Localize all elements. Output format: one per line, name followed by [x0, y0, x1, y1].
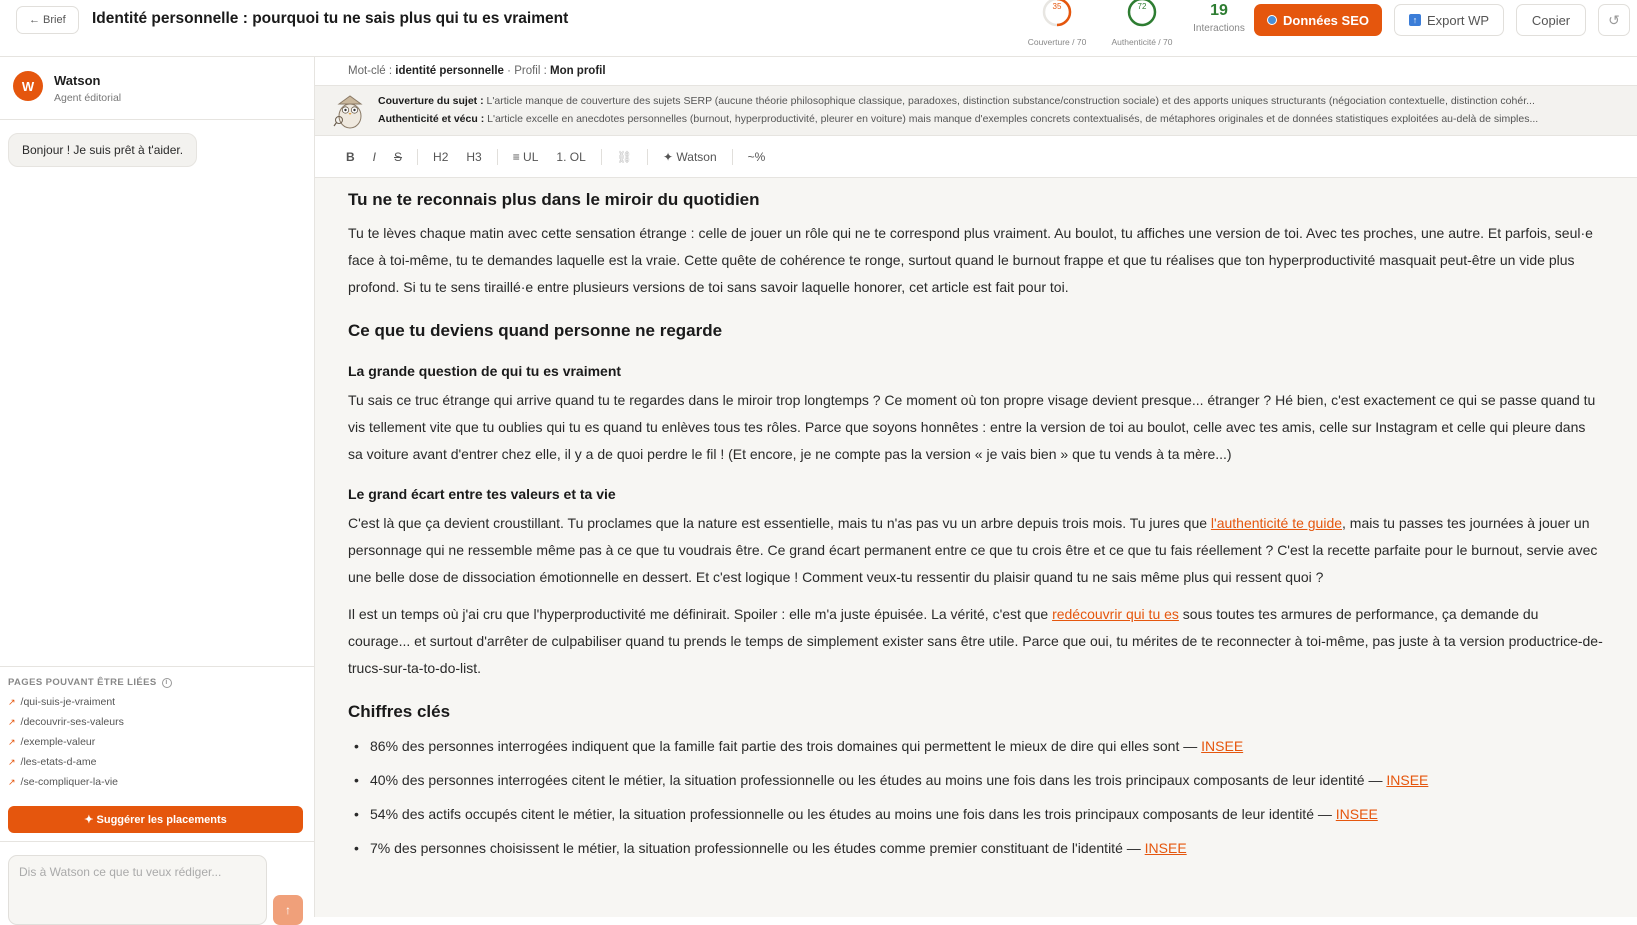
magnifier-icon — [1267, 15, 1277, 25]
stat-text: 7% des personnes choisissent le métier, la situation professionnelle ou les études comme premier constituant de l'identité — — [370, 840, 1145, 856]
avatar: W — [13, 71, 43, 101]
coverage-label: Couverture / 70 — [1027, 37, 1087, 47]
copy-button[interactable]: Copier — [1516, 4, 1586, 36]
toolbar-divider — [497, 149, 498, 165]
paragraph-text: sous toutes tes armures de performance, ça demande du courage... et surtout d'arrêter de culpabiliser quand tu prends le temps de simplement exister sans être utile. Parce que oui, tu mérites de te reconnecter à toi-même, pas juste à ta version productrice-de-trucs-sur-ta-to-do-list. — [348, 606, 1603, 676]
linkable-pages-title — [8, 677, 306, 688]
bullet-list-button[interactable]: ≡ UL — [512, 149, 539, 164]
stat-item — [348, 804, 1604, 824]
meta-separator: · — [507, 65, 511, 77]
formatting-toolbar — [315, 136, 1637, 178]
article-content[interactable] — [315, 178, 1637, 858]
bold-button[interactable]: B — [346, 149, 355, 164]
top-bar — [0, 0, 1637, 57]
heading3-button[interactable]: H3 — [466, 149, 482, 164]
linkable-pages-section — [0, 666, 314, 788]
paragraph-text: C'est là que ça devient croustillant. Tu proclames que la nature est essentielle, mais tu n'as pas vu un arbre depuis trois mois. Tu jures que — [348, 515, 1211, 531]
chat-input[interactable]: Dis à Watson ce que tu veux rédiger... — [8, 855, 267, 925]
stat-text: 40% des personnes interrogées citent le métier, la situation professionnelle ou les études au moins une fois dans les trois principaux composants de leur identité — — [370, 772, 1387, 788]
watson-sidebar — [0, 57, 315, 917]
link-icon[interactable]: ⛓ — [616, 149, 632, 164]
coverage-feedback — [378, 95, 1628, 107]
paragraph-text: , mais tu passes tes journées à jouer un personnage qui ne ressemble même pas à ce que tu voudrais être. Ce grand écart permanent entre ce que tu crois être et ce que tu fais réellement ? C'est la recette parfaite pour le burnout, servie avec une belle dose de dissociation émotionnelle en dessert. Et c'est logique ! Comment veux-tu ressentir du plaisir quand tu ne sais même plus qui ressent quoi ? — [348, 515, 1598, 585]
info-icon[interactable]: i — [162, 678, 172, 688]
article-paragraph: Tu sais ce truc étrange qui arrive quand tu te regardes dans le miroir trop longtemps ? Ce moment où ton propre visage devient presque... étranger ? Hé bien, c'est exactement ce qui se passe quand tu vis tellement vite que tu oublies qui tu es quand tu enlèves tous tes rôles. Parce que soyons honnêtes : entre la version de toi au boulot, celle avec tes amis, celle sur Instagram et celle qui pleure dans sa voiture avant d'entrer chez elle, il y a de quoi perdre le fil ! (Et encore, je ne compte pas la version « je vais bien » que tu vends à ta mère...) — [348, 392, 1596, 462]
send-icon: ↑ — [285, 903, 291, 917]
stat-item — [348, 770, 1604, 790]
stat-item — [348, 736, 1604, 756]
seo-data-button[interactable] — [1254, 4, 1382, 36]
italic-button[interactable]: I — [372, 149, 377, 164]
arrow-icon: ↗ — [8, 756, 16, 767]
article-paragraph — [348, 601, 1604, 682]
watson-assist-button[interactable]: ✦ Watson — [663, 149, 717, 164]
internal-link[interactable]: redécouvrir qui tu es — [1052, 606, 1179, 622]
toolbar-divider — [647, 149, 648, 165]
toolbar-divider — [732, 149, 733, 165]
authenticity-feedback-label: Authenticité et vécu : — [378, 113, 485, 125]
link-path: /exemple-valeur — [20, 736, 96, 748]
source-link[interactable]: INSEE — [1335, 806, 1378, 822]
interactions-counter — [1184, 0, 1254, 34]
agent-name: Watson — [54, 73, 101, 88]
authenticity-score: 72 — [1137, 2, 1147, 11]
profile-value: Mon profil — [549, 65, 606, 77]
upload-icon: ↑ — [1409, 14, 1421, 26]
keyword-label: Mot-clé : — [348, 65, 393, 77]
link-path: /qui-suis-je-vraiment — [20, 696, 116, 708]
linkable-pages-heading: PAGES POUVANT ÊTRE LIÉES — [8, 677, 157, 688]
stats-list — [348, 736, 1604, 858]
coverage-gauge — [1022, 0, 1092, 47]
arrow-icon: ↗ — [8, 736, 16, 747]
article-heading: Chiffres clés — [348, 702, 451, 721]
divider — [0, 841, 314, 842]
article-heading: Ce que tu deviens quand personne ne regarde — [348, 321, 723, 340]
linkable-page-item[interactable] — [8, 716, 306, 728]
heading2-button[interactable]: H2 — [433, 149, 449, 164]
refresh-button[interactable] — [1598, 4, 1630, 36]
coverage-feedback-text: L'article manque de couverture des sujets SERP (aucune théorie philosophique classique, paradoxes, distinction substance/construction sociale) et des apports uniques structurants (négociation contextuelle, distinction cohér... — [486, 95, 1535, 107]
authenticity-label: Authenticité / 70 — [1111, 37, 1173, 47]
linkable-page-item[interactable] — [8, 736, 306, 748]
export-wp-button[interactable] — [1394, 4, 1504, 36]
paragraph-text: Il est un temps où j'ai cru que l'hyperproductivité me définirait. Spoiler : elle m'a juste épuisée. La vérité, c'est que — [348, 606, 1053, 622]
arrow-icon: ↗ — [8, 776, 16, 787]
profile-label: Profil : — [514, 65, 547, 77]
source-link[interactable]: INSEE — [1144, 840, 1187, 856]
authenticity-gauge — [1103, 0, 1181, 47]
stat-item — [348, 838, 1604, 858]
linkable-page-item[interactable] — [8, 776, 306, 788]
chat-message: Bonjour ! Je suis prêt à t'aider. — [8, 133, 197, 167]
linkable-page-item[interactable] — [8, 696, 306, 708]
arrow-icon: ↗ — [8, 696, 16, 707]
feedback-panel — [315, 86, 1637, 136]
seo-data-label: Données SEO — [1283, 12, 1369, 28]
coverage-score: 35 — [1052, 2, 1062, 11]
article-paragraph: Tu te lèves chaque matin avec cette sensation étrange : celle de jouer un rôle qui ne te correspond plus vraiment. Au boulot, tu affiches une version de toi. Avec tes proches, une autre. Et parfois, seul·e face à toi-même, tu te demandes laquelle est la vraie. Cette quête de cohérence te ronge, surtout quand le burnout frappe et que tu réalises que ton hyperproductivité masquait peut-être un vide plus profond. Si tu te sens tiraillé·e entre plusieurs versions de toi sans savoir laquelle honorer, cet article est fait pour toi. — [348, 225, 1593, 295]
keyword-value: identité personnelle — [395, 65, 504, 77]
arrow-icon: ↗ — [8, 716, 16, 727]
page-title: Identité personnelle : pourquoi tu ne sais plus qui tu es vraiment — [92, 10, 569, 27]
authenticity-feedback-text: L'article excelle en anecdotes personnelles (burnout, hyperproductivité, pleurer en voiture) mais manque d'exemples concrets contextualisés, de métaphores originales et de données statistiques exploitées au-delà de simples... — [487, 113, 1539, 125]
article-subheading: Le grand écart entre tes valeurs et ta vie — [348, 486, 616, 502]
authenticity-feedback — [378, 113, 1628, 125]
send-button[interactable] — [273, 895, 303, 925]
coverage-feedback-label: Couverture du sujet : — [378, 95, 484, 107]
agent-header — [0, 57, 314, 120]
toolbar-divider — [601, 149, 602, 165]
interactions-count: 19 — [1210, 2, 1228, 19]
agent-role: Agent éditorial — [54, 92, 122, 104]
stat-text: 86% des personnes interrogées indiquent que la famille fait partie des trois domaines qui permettent le mieux de dire qui elles sont — — [370, 738, 1202, 754]
export-wp-label: Export WP — [1426, 12, 1490, 28]
article-heading: Tu ne te reconnais plus dans le miroir du quotidien — [348, 190, 760, 209]
interactions-label: Interactions — [1193, 23, 1245, 34]
owl-detective-icon — [333, 92, 367, 130]
source-link[interactable]: INSEE — [1201, 738, 1244, 754]
stat-text: 54% des actifs occupés citent le métier, la situation professionnelle ou les études au moins une fois dans les trois principaux composants de leur identité — — [370, 806, 1336, 822]
article-subheading: La grande question de qui tu es vraiment — [348, 363, 622, 379]
internal-link[interactable]: l'authenticité te guide — [1210, 515, 1343, 531]
strikethrough-button[interactable]: S — [394, 149, 403, 164]
back-to-brief-button[interactable]: ← Brief — [16, 6, 79, 34]
percent-button[interactable]: ~% — [747, 149, 766, 164]
meta-bar — [315, 57, 1637, 86]
link-path: /se-compliquer-la-vie — [20, 776, 118, 788]
article-paragraph — [348, 510, 1604, 591]
source-link[interactable]: INSEE — [1386, 772, 1429, 788]
link-path: /les-etats-d-ame — [20, 756, 97, 768]
ordered-list-button[interactable]: 1. OL — [556, 149, 586, 164]
link-path: /decouvrir-ses-valeurs — [20, 716, 124, 728]
refresh-icon: ↺ — [1608, 11, 1620, 28]
editor-area — [315, 57, 1637, 917]
suggest-placements-button[interactable]: ✦ Suggérer les placements — [8, 806, 303, 833]
linkable-page-item[interactable] — [8, 756, 306, 768]
toolbar-divider — [417, 149, 418, 165]
